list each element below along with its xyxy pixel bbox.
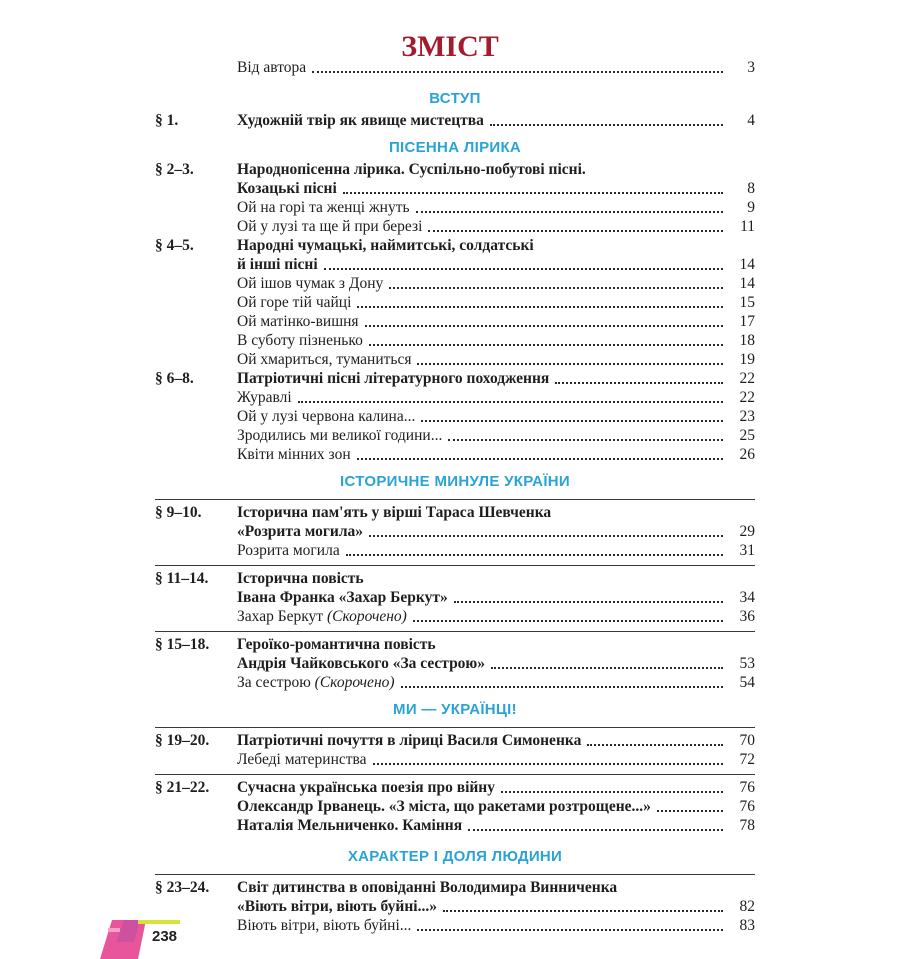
toc-entry[interactable] <box>155 426 755 445</box>
entry-title-wrap <box>237 797 651 816</box>
entry-title: За сестрою <box>237 674 311 691</box>
page-ref: 54 <box>739 674 755 691</box>
entry-title: Івана Франка «Захар Беркут» <box>237 589 448 606</box>
toc-entry[interactable] <box>155 522 755 541</box>
page-ref: 72 <box>739 751 755 768</box>
page-ref: 14 <box>739 275 755 292</box>
entry-title-wrap <box>237 388 292 407</box>
entry-title: й інші пісні <box>237 256 318 273</box>
table-of-contents <box>155 58 755 935</box>
leader-dots <box>312 71 723 73</box>
page-ref: 76 <box>739 779 755 796</box>
section-heading: ІСТОРИЧНЕ МИНУЛЕ УКРАЇНИ <box>340 473 570 490</box>
toc-entry[interactable] <box>155 160 755 179</box>
entry-title-wrap <box>237 503 551 522</box>
entry-title: Народнопісенна лірика. Суспільно-побутові пісні. <box>237 161 586 178</box>
section-divider <box>155 499 755 500</box>
section-divider <box>155 565 755 566</box>
section-divider <box>155 774 755 775</box>
leader-dots <box>346 554 723 556</box>
section-heading: ВСТУП <box>429 90 481 107</box>
section-number: § 19–20. <box>155 732 210 749</box>
section-heading: ПІСЕННА ЛІРИКА <box>388 139 522 156</box>
page-ref: 19 <box>739 351 755 368</box>
entry-title-wrap <box>237 369 549 388</box>
leader-dots <box>443 910 723 912</box>
leader-dots <box>357 458 723 460</box>
toc-entry[interactable] <box>155 350 755 369</box>
toc-entry[interactable] <box>155 569 755 588</box>
toc-entry[interactable] <box>155 878 755 897</box>
leader-dots <box>369 344 723 346</box>
toc-entry[interactable] <box>155 312 755 331</box>
page-ref: 83 <box>739 917 755 934</box>
page-ref: 53 <box>739 655 755 672</box>
entry-title-wrap <box>237 588 448 607</box>
entry-title: Ой на горі та женці жнуть <box>237 199 410 216</box>
leader-dots <box>416 211 723 213</box>
entry-title: Віють вітри, віють буйні... <box>237 917 412 934</box>
leader-dots <box>657 810 723 812</box>
section-divider <box>155 727 755 728</box>
page-ref: 34 <box>739 589 755 606</box>
leader-dots <box>428 230 723 232</box>
leader-dots <box>587 744 723 746</box>
page-ref: 15 <box>739 294 755 311</box>
entry-title-wrap <box>237 236 534 255</box>
entry-title-wrap <box>237 731 581 750</box>
leader-dots <box>421 420 723 422</box>
section-number: § 2–3. <box>155 161 194 178</box>
toc-entry[interactable] <box>155 255 755 274</box>
page-ref: 22 <box>739 389 755 406</box>
section-number: § 9–10. <box>155 504 202 521</box>
entry-title-wrap <box>237 198 410 217</box>
section-number: § 11–14. <box>155 570 209 587</box>
entry-title-wrap <box>237 293 351 312</box>
section-divider <box>155 874 755 875</box>
toc-entry[interactable] <box>155 217 755 236</box>
entry-note: (Скорочено) <box>314 674 395 691</box>
leader-dots <box>401 686 723 688</box>
section-number: § 1. <box>155 112 179 129</box>
leader-dots <box>468 829 723 831</box>
page-ref: 17 <box>739 313 755 330</box>
entry-title: Народні чумацькі, наймитські, солдатські <box>237 237 534 254</box>
entry-title-wrap <box>237 897 437 916</box>
entry-title-wrap <box>237 160 586 179</box>
page-ref: 31 <box>739 542 755 559</box>
page-ref: 70 <box>739 732 755 749</box>
entry-title-wrap <box>237 750 367 769</box>
entry-title-wrap <box>237 255 318 274</box>
page-ref: 29 <box>739 523 755 540</box>
leader-dots <box>448 439 723 441</box>
toc-entry[interactable] <box>155 331 755 350</box>
page-ref: 26 <box>739 446 755 463</box>
entry-title-wrap <box>237 58 306 77</box>
entry-title-wrap <box>237 878 617 897</box>
page-ref: 11 <box>740 218 755 235</box>
toc-entry[interactable] <box>155 778 755 797</box>
leader-dots <box>369 535 723 537</box>
entry-title-wrap <box>237 635 436 654</box>
toc-entry[interactable] <box>155 541 755 560</box>
entry-title: Сучасна українська поезія про війну <box>237 779 495 796</box>
toc-entry[interactable] <box>155 445 755 464</box>
entry-title-wrap <box>237 350 411 369</box>
entry-title: Андрія Чайковського «За сестрою» <box>237 655 486 672</box>
entry-title-wrap <box>237 274 383 293</box>
toc-entry[interactable] <box>155 111 755 130</box>
toc-entry[interactable] <box>155 58 755 77</box>
entry-title: Героїко-романтична повість <box>237 636 436 653</box>
leader-dots <box>298 401 723 403</box>
toc-entry[interactable] <box>155 750 755 769</box>
entry-title: Патріотичні пісні літературного походження <box>237 370 550 387</box>
entry-title-wrap <box>237 312 359 331</box>
entry-title: «Віють вітри, віють буйні...» <box>237 898 437 915</box>
entry-title: Квіти мінних зон <box>237 446 351 463</box>
entry-title-wrap <box>237 916 411 935</box>
toc-entry[interactable] <box>155 274 755 293</box>
section-divider <box>155 631 755 632</box>
leader-dots <box>357 306 723 308</box>
toc-entry[interactable] <box>155 388 755 407</box>
entry-title: Ой ішов чумак з Дону <box>237 275 384 292</box>
entry-title: Патріотичні почуття в ліриці Василя Симоненка <box>237 732 582 749</box>
entry-title-wrap <box>237 179 337 198</box>
page-ref: 18 <box>739 332 755 349</box>
toc-entry[interactable] <box>155 588 755 607</box>
page-ref: 36 <box>739 608 755 625</box>
toc-entry[interactable] <box>155 293 755 312</box>
leader-dots <box>324 268 723 270</box>
entry-note: (Скорочено) <box>326 608 407 625</box>
toc-entry[interactable] <box>155 198 755 217</box>
entry-title: Журавлі <box>237 389 292 406</box>
entry-title: «Розрита могила» <box>237 523 364 540</box>
entry-title-wrap <box>237 778 495 797</box>
page-ref: 14 <box>739 256 755 273</box>
toc-entry[interactable] <box>155 916 755 935</box>
toc-entry[interactable] <box>155 797 755 816</box>
entry-title-wrap <box>237 111 484 130</box>
leader-dots <box>491 667 723 669</box>
entry-title: Світ дитинства в оповіданні Володимира Винниченка <box>237 879 618 896</box>
page-ref: 76 <box>739 798 755 815</box>
entry-title: Історична пам'ять у вірші Тараса Шевченка <box>237 504 552 521</box>
leader-dots <box>490 124 723 126</box>
entry-title: Олександр Ірванець. «З міста, що ракетами розтрощене...» <box>237 798 651 815</box>
section-number: § 21–22. <box>155 779 210 796</box>
page-ref: 22 <box>739 370 755 387</box>
page-ref: 9 <box>747 199 755 216</box>
entry-title-wrap <box>237 816 462 835</box>
leader-dots <box>501 791 723 793</box>
leader-dots <box>417 929 723 931</box>
page-title: ЗМІСТ <box>401 30 499 63</box>
page-ref: 4 <box>747 112 755 129</box>
leader-dots <box>389 287 723 289</box>
entry-title-wrap <box>237 569 364 588</box>
entry-title-wrap <box>237 331 363 350</box>
entry-title: Ой у лузі та ще й при березі <box>237 218 423 235</box>
leader-dots <box>343 192 723 194</box>
toc-entry[interactable] <box>155 654 755 673</box>
entry-title: Ой матінко-вишня <box>237 313 359 330</box>
page-ref: 8 <box>747 180 755 197</box>
leader-dots <box>454 601 723 603</box>
toc-entry[interactable] <box>155 607 755 626</box>
leader-dots <box>555 382 723 384</box>
entry-title-wrap <box>237 654 485 673</box>
toc-entry[interactable] <box>155 897 755 916</box>
entry-title: Козацькі пісні <box>237 180 337 197</box>
section-number: § 4–5. <box>155 237 194 254</box>
entry-title-wrap <box>237 217 422 236</box>
leader-dots <box>413 620 723 622</box>
leader-dots <box>373 763 723 765</box>
toc-entry[interactable] <box>155 731 755 750</box>
page-number: 238 <box>152 928 178 945</box>
section-number: § 6–8. <box>155 370 194 387</box>
leader-dots <box>365 325 723 327</box>
section-number: § 23–24. <box>155 879 210 896</box>
entry-title-wrap <box>237 673 395 692</box>
entry-title: В суботу пізненько <box>237 332 363 349</box>
toc-entry[interactable] <box>155 179 755 198</box>
section-number: § 15–18. <box>155 636 210 653</box>
entry-title-wrap <box>237 522 363 541</box>
entry-title-wrap <box>237 426 442 445</box>
toc-entry[interactable] <box>155 236 755 255</box>
entry-title-wrap <box>237 407 415 426</box>
entry-title: Лебеді материнства <box>237 751 367 768</box>
entry-title-wrap <box>237 541 340 560</box>
toc-entry[interactable] <box>155 369 755 388</box>
entry-title: Ой горе тій чайці <box>237 294 352 311</box>
page-ref: 78 <box>739 817 755 834</box>
entry-title: Зродились ми великої години... <box>237 427 443 444</box>
entry-title: Від автора <box>237 59 307 76</box>
section-heading: МИ — УКРАЇНЦІ! <box>393 701 517 718</box>
entry-title: Ой хмариться, туманиться <box>237 351 412 368</box>
leader-dots <box>417 363 723 365</box>
toc-entry[interactable] <box>155 635 755 654</box>
entry-title-wrap <box>237 607 407 626</box>
page-ref: 25 <box>739 427 755 444</box>
entry-title: Історична повість <box>237 570 364 587</box>
toc-entry[interactable] <box>155 503 755 522</box>
page-ref: 23 <box>739 408 755 425</box>
toc-entry[interactable] <box>155 816 755 835</box>
toc-entry[interactable] <box>155 673 755 692</box>
toc-entry[interactable] <box>155 407 755 426</box>
entry-title-wrap <box>237 445 351 464</box>
entry-title: Захар Беркут <box>237 608 324 625</box>
page-ref: 3 <box>747 59 755 76</box>
page-ref: 82 <box>739 898 755 915</box>
entry-title: Розрита могила <box>237 542 340 559</box>
entry-title: Ой у лузі червона калина... <box>237 408 416 425</box>
section-heading: ХАРАКТЕР І ДОЛЯ ЛЮДИНИ <box>347 848 563 865</box>
entry-title: Художній твір як явище мистецтва <box>237 112 484 129</box>
entry-title: Наталія Мельниченко. Каміння <box>237 817 463 834</box>
